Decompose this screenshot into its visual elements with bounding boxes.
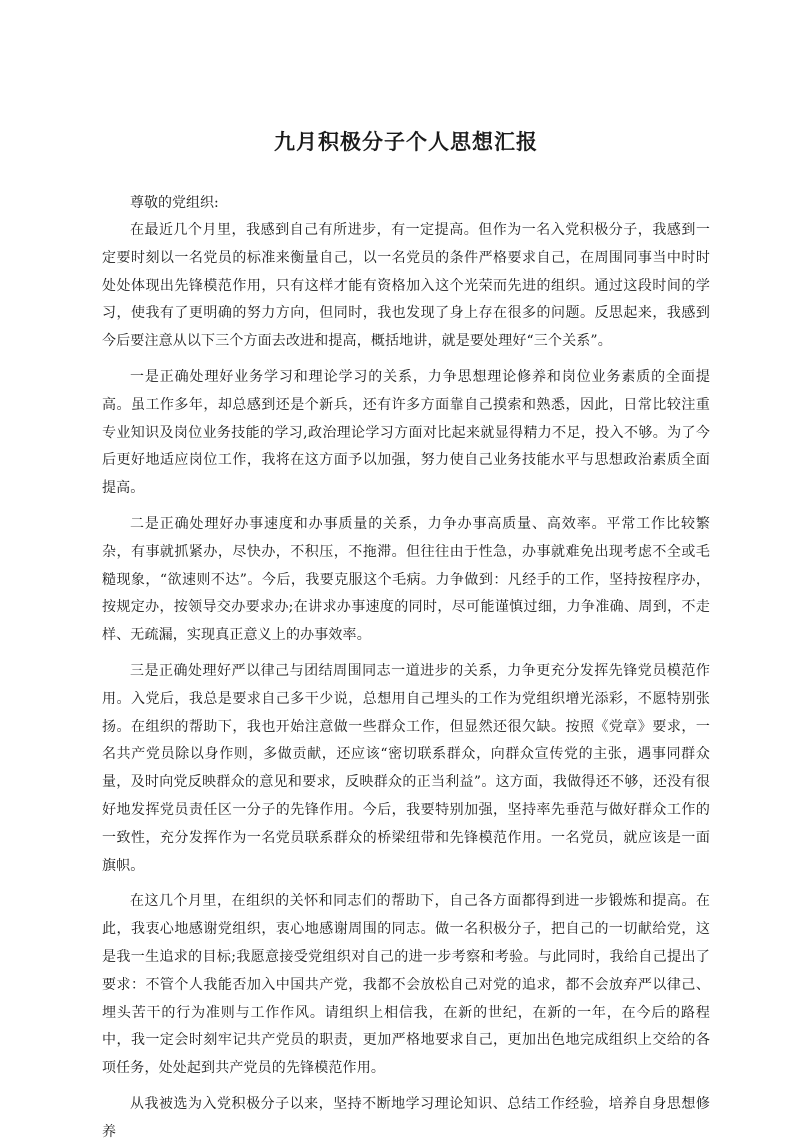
document-title: 九月积极分子个人思想汇报 [274, 129, 538, 154]
paragraph-point-three: 三是正确处理好严以律己与团结周围同志一道进步的关系，力争更充分发挥先锋党员模范作用。入党后，我总是要求自己多干少说，总想用自己埋头的工作为党组织增光添彩，不愿特别张扬。在组织的帮助下，我也开始注意做一些群众工作，但显然还很欠缺。按照《党章》要求，一名共产党员除以身作则，多做贡献，还应该“密切联系群众，向群众宣传党的主张，遇事同群众量，及时向党反映群众的意见和要求，反映群众的正当利益”。这方面，我做得还不够，还没有很好地发挥党员责任区一分子的先锋作用。今后，我要特别加强，坚持率先垂范与做好群众工作的一致性，充分发挥作为一名党员联系群众的桥梁纽带和先锋模范作用。一名党员，就应该是一面旗帜。 [102, 662, 710, 874]
paragraph-point-two: 二是正确处理好办事速度和办事质量的关系，力争办事高质量、高效率。平常工作比较繁杂，有事就抓紧办，尽快办，不积压，不拖滞。但往往由于性急，办事就难免出现考虑不全或毛糙现象，“欲速则不达”。今后，我要克服这个毛病。力争做到：凡经手的工作，坚持按程序办，按规定办，按领导交办要求办;在讲求办事速度的同时，尽可能谨慎过细，力争准确、周到，不走样、无疏漏，实现真正意义上的办事效率。 [102, 515, 710, 644]
paragraph-gratitude: 在这几个月里，在组织的关怀和同志们的帮助下，自己各方面都得到进一步锻炼和提高。在此，我衷心地感谢党组织，衷心地感谢周围的同志。做一名积极分子，把自己的一切献给党，这是我一生追求的目标;我愿意接受党组织对自己的进一步考察和考验。与此同时，我给自己提出了要求：不管个人我能否加入中国共产党，我都不会放松自己对党的追求，都不会放弃严以律己、埋头苦干的行为准则与工作作风。请组织上相信我，在新的世纪，在新的一年，在今后的路程中，我一定会时刻牢记共产党员的职责，更加严格地要求自己，更加出色地完成组织上交给的各项任务，处处起到共产党员的先锋模范作用。 [102, 893, 710, 1077]
salutation: 尊敬的党组织: [130, 195, 219, 211]
paragraph-continued: 从我被选为入党积极分子以来，坚持不断地学习理论知识、总结工作经验，培养自身思想修养 [102, 1095, 710, 1140]
paragraph-point-one: 一是正确处理好业务学习和理论学习的关系，力争思想理论修养和岗位业务素质的全面提高。虽工作多年，却总感到还是个新兵，还有许多方面靠自己摸索和熟悉，因此，日常比较注重专业知识及岗位业务技能的学习,政治理论学习方面对比起来就显得精力不足，投入不够。为了今后更好地适应岗位工作，我将在这方面予以加强，努力使自己业务技能水平与思想政治素质全面提高。 [102, 368, 710, 497]
paragraph-intro: 在最近几个月里，我感到自己有所进步，有一定提高。但作为一名入党积极分子，我感到一定要时刻以一名党员的标准来衡量自己，以一名党员的条件严格要求自己，在周围同事当中时时处处体现出先锋模范作用，只有这样才能有资格加入这个光荣而先进的组织。通过这段时间的学习，使我有了更明确的努力方向，但同时，我也发现了身上存在很多的问题。反思起来，我感到今后要注意从以下三个方面去改进和提高，概括地讲，就是要处理好“三个关系”。 [102, 222, 710, 350]
